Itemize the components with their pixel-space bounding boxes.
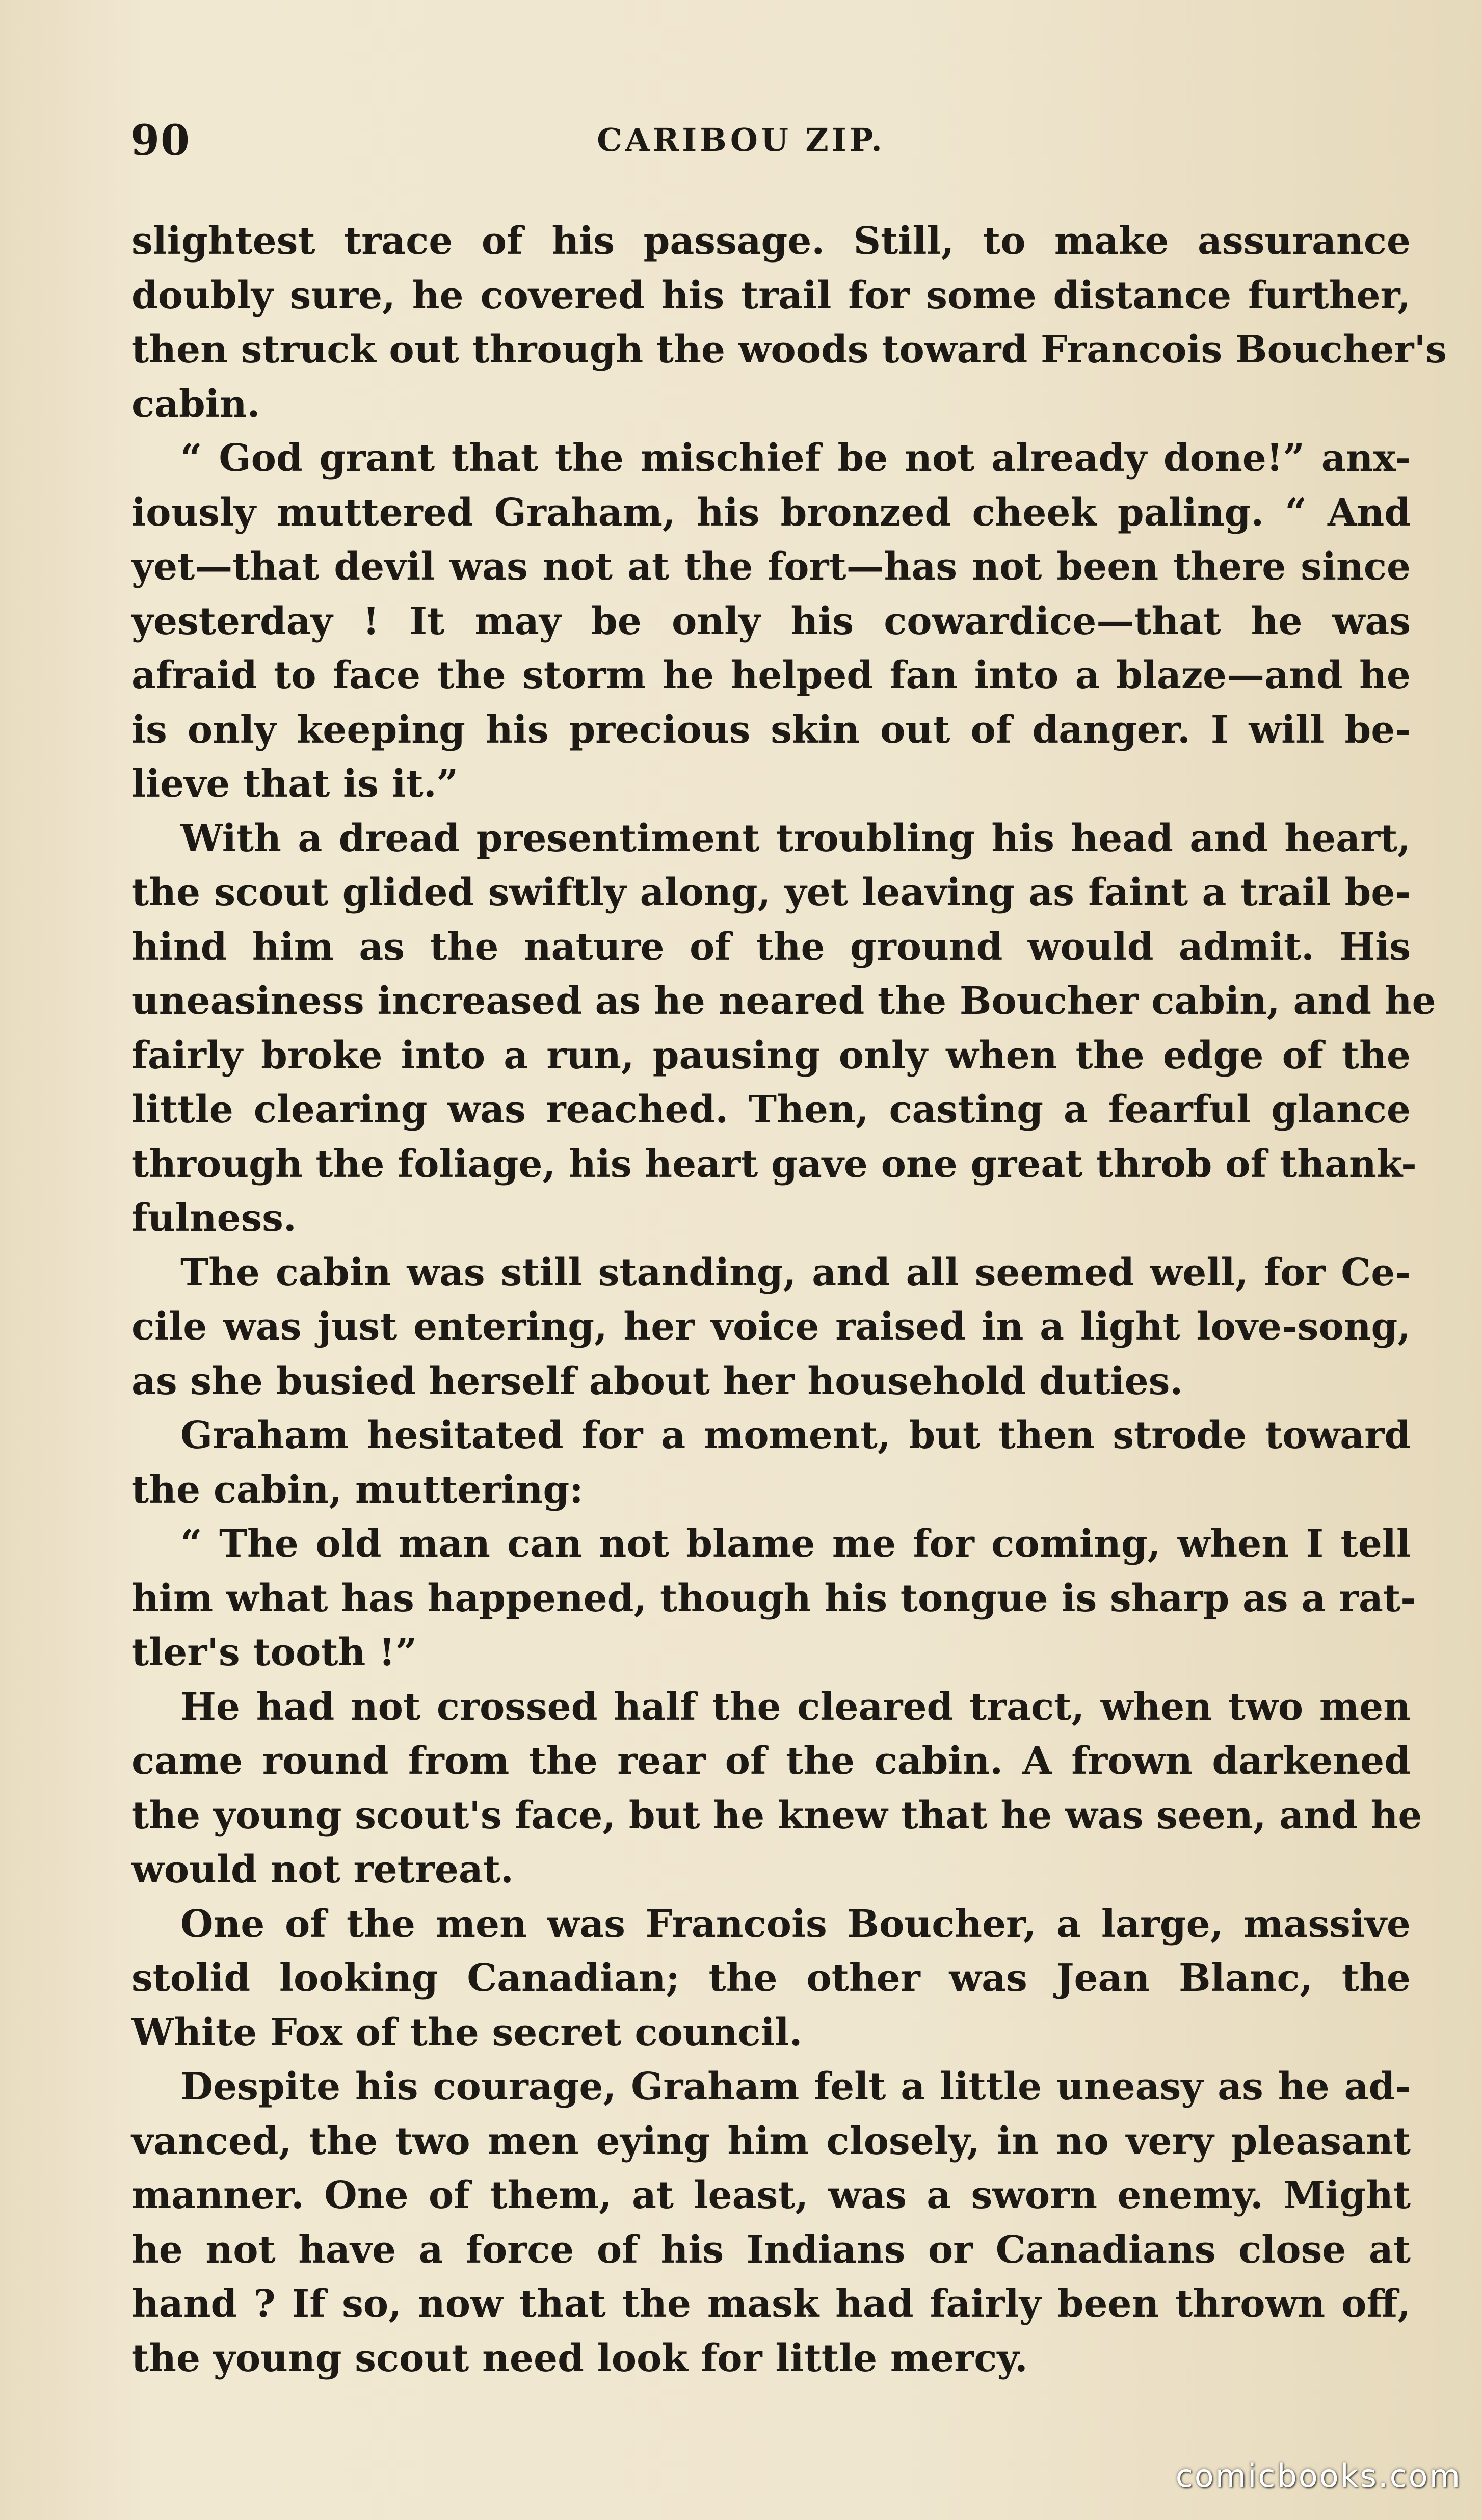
text-line: as she busied herself about her household duties. bbox=[131, 1359, 1183, 1403]
text-line: uneasiness increased as he neared the Boucher cabin, and he bbox=[131, 979, 1436, 1023]
text-line: through the foliage, his heart gave one great throb of thank- bbox=[131, 1142, 1417, 1186]
text-line: the cabin, muttering: bbox=[131, 1467, 584, 1512]
text-line: afraid to face the storm he helped fan into a blaze—and he bbox=[131, 653, 1411, 697]
text-line: yet—that devil was not at the fort—has not been there since bbox=[131, 545, 1411, 589]
body-text bbox=[131, 214, 1447, 2385]
text-line: then struck out through the woods toward Francois Boucher's bbox=[131, 328, 1447, 372]
text-line: the young scout need look for little mercy. bbox=[131, 2336, 1028, 2380]
text-line: “ God grant that the mischief be not already done!” anx- bbox=[180, 436, 1411, 480]
text-line: would not retreat. bbox=[131, 1848, 514, 1892]
text-line: stolid looking Canadian; the other was Jean Blanc, the bbox=[131, 1956, 1411, 2000]
page-number: 90 bbox=[130, 116, 191, 165]
text-line: slightest trace of his passage. Still, to make assurance bbox=[131, 219, 1411, 263]
text-line: tler's tooth !” bbox=[131, 1631, 417, 1674]
text-line: fulness. bbox=[131, 1196, 297, 1240]
text-line: Graham hesitated for a moment, but then strode toward bbox=[180, 1413, 1411, 1457]
text-line: the scout glided swiftly along, yet leaving as faint a trail be- bbox=[131, 871, 1411, 914]
text-line: Despite his courage, Graham felt a little uneasy as he ad- bbox=[180, 2065, 1411, 2109]
text-line: doubly sure, he covered his trail for some distance further, bbox=[131, 273, 1411, 318]
text-line: fairly broke into a run, pausing only when the edge of the bbox=[131, 1033, 1411, 1078]
watermark: comicbooks.com bbox=[1175, 2457, 1462, 2495]
text-line: hind him as the nature of the ground would admit. His bbox=[131, 925, 1411, 969]
text-line: The cabin was still standing, and all seemed well, for Ce- bbox=[180, 1250, 1411, 1295]
text-line: came round from the rear of the cabin. A frown darkened bbox=[131, 1739, 1411, 1783]
text-line: the young scout's face, but he knew that he was seen, and he bbox=[131, 1793, 1422, 1838]
text-line: vanced, the two men eying him closely, in no very pleasant bbox=[131, 2119, 1411, 2163]
running-head: CARIBOU ZIP. bbox=[597, 121, 885, 159]
text-line: little clearing was reached. Then, casting a fearful glance bbox=[131, 1088, 1411, 1132]
text-line: is only keeping his precious skin out of danger. I will be- bbox=[131, 707, 1411, 752]
text-line: he not have a force of his Indians or Canadians close at bbox=[131, 2227, 1411, 2272]
text-line: lieve that is it.” bbox=[131, 762, 459, 806]
text-line: him what has happened, though his tongue is sharp as a rat- bbox=[131, 1576, 1416, 1620]
text-line: White Fox of the secret council. bbox=[131, 2010, 803, 2055]
page-header bbox=[0, 116, 1482, 167]
text-line: cabin. bbox=[131, 382, 260, 426]
text-line: He had not crossed half the cleared tract, when two men bbox=[180, 1685, 1411, 1729]
text-line: “ The old man can not blame me for coming, when I tell bbox=[180, 1522, 1411, 1566]
text-line: hand ? If so, now that the mask had fairly been thrown off, bbox=[131, 2282, 1411, 2326]
text-line: yesterday ! It may be only his cowardice—that he was bbox=[131, 599, 1411, 643]
text-line: manner. One of them, at least, was a sworn enemy. Might bbox=[131, 2173, 1411, 2217]
text-line: One of the men was Francois Boucher, a large, massive bbox=[180, 1902, 1411, 1946]
text-line: iously muttered Graham, his bronzed cheek paling. “ And bbox=[131, 490, 1411, 535]
text-line: cile was just entering, her voice raised in a light love-song, bbox=[131, 1305, 1411, 1349]
text-line: With a dread presentiment troubling his head and heart, bbox=[180, 816, 1411, 860]
